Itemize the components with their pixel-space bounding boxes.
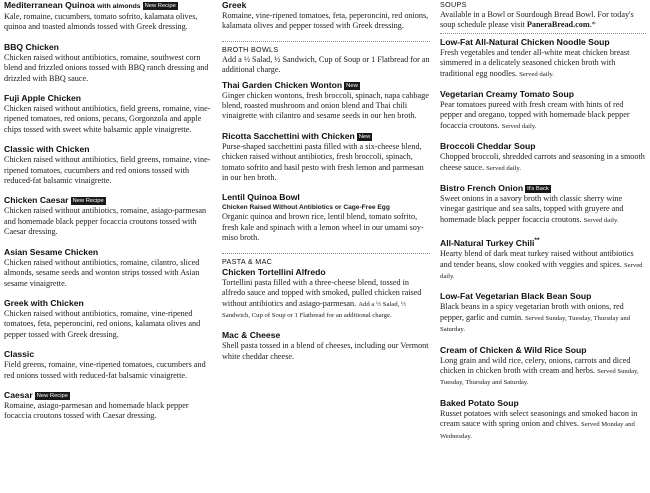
item-description: Long grain and wild rice, celery, onions, carrots and diced chicken in chicken broth with cream and herbs. <box>440 355 631 375</box>
soups-column <box>440 0 646 451</box>
item-name: Low-Fat All-Natural Chicken Noodle Soup <box>440 36 610 47</box>
item-description: Ginger chicken wontons, fresh broccoli, spinach, napa cabbage blend, roasted mushroom and onion blend and Thai chili vinaigrette with cilantro and sesame seeds in our hen broth. <box>222 90 429 121</box>
menu-item <box>222 131 430 184</box>
item-description: Chopped broccoli, shredded carrots and seasoning in a smooth cheese sauce. <box>440 152 645 172</box>
item-name: Mediterranean Quinoa <box>4 0 95 10</box>
item-name: Cream of Chicken & Wild Rice Soup <box>440 344 587 355</box>
item-name: Classic with Chicken <box>4 144 90 155</box>
item-name: Classic <box>4 349 35 360</box>
menu-item <box>222 330 430 362</box>
item-name-suffix: with almonds <box>97 3 141 10</box>
item-description: Field greens, romaine, vine-ripened tomatoes, cucumbers and red onions tossed with reduced-fat balsamic vinaigrette. <box>4 360 206 380</box>
item-description: Romaine, asiago-parmesan and homemade black pepper focaccia croutons tossed with Caesar dressing. <box>4 400 189 421</box>
menu-item <box>4 298 214 340</box>
item-description: Shell pasta tossed in a blend of cheeses, including our Vermont white cheddar cheese. <box>222 341 429 361</box>
item-note: Served Sunday, Tuesday, Thursday and Saturday. <box>440 314 631 334</box>
item-name: All-Natural Turkey Chili <box>440 238 535 249</box>
menu-item <box>4 0 214 33</box>
menu-item <box>440 183 646 226</box>
item-note: Served daily. <box>486 164 521 172</box>
item-name: Lentil Quinoa Bowl <box>222 192 300 203</box>
section-divider <box>222 41 430 42</box>
menu-item <box>440 89 646 132</box>
new-badge: New <box>346 82 358 89</box>
item-name: Greek with Chicken <box>4 297 84 308</box>
item-description: Sweet onions in a savory broth with classic sherry wine vinegar gastrique and sea salts, topped with gruyere and homemade black pepper focaccia croutons. <box>440 194 624 224</box>
item-note: Served daily. <box>583 216 619 224</box>
item-name: Asian Sesame Chicken <box>4 246 99 257</box>
item-note: Served daily. <box>440 261 643 280</box>
item-description: Kale, romaine, cucumbers, tomato sofrito, kalamata olives, quinoa and toasted almonds tossed with Greek dressing. <box>4 12 198 32</box>
new-recipe-badge: New Recipe <box>36 392 68 399</box>
item-name: Baked Potato Soup <box>440 397 519 408</box>
item-note: Served Monday and Wednesday. <box>440 421 635 440</box>
menu-item <box>440 398 646 442</box>
menu-item <box>4 195 214 237</box>
item-description: Chicken raised without antibiotics, romaine, cilantro, sliced almonds, sesame seeds and wonton strips tossed with Asian sesame vinaigrette. <box>4 257 200 288</box>
menu-item <box>4 93 214 135</box>
item-name: Ricotta Sacchettini with Chicken <box>222 130 355 141</box>
item-name: Thai Garden Chicken Wonton <box>222 79 343 90</box>
soups-header: SOUPS <box>440 0 467 9</box>
section-divider <box>222 253 430 254</box>
item-name: Chicken Caesar <box>4 195 69 206</box>
item-description: Chicken raised without antibiotics, field greens, romaine, vine-ripened tomatoes, cucumbers and red onions tossed with reduced-fat balsamic vinaigrette. <box>4 155 211 186</box>
footnote-marker: ** <box>534 237 540 245</box>
broth-pasta-column <box>222 0 430 371</box>
item-description: Pear tomatoes pureed with fresh cream with hints of red pepper and oregano, topped with homemade black pepper focaccia croutons. <box>440 100 630 130</box>
item-description: Organic quinoa and brown rice, lentil blend, tomato sofrito, fresh kale and spinach with a lemon wheel in our umami soy-miso broth. <box>222 212 424 243</box>
menu-item <box>222 0 430 32</box>
menu-item <box>4 247 214 289</box>
menu-item <box>222 267 430 322</box>
item-description: Purse-shaped sacchettini pasta filled with a six-cheese blend, chicken raised without antibiotics, fresh broccoli, spinach, tomato sofrito and basil pesto with fresh lemon and parmesan in our hen broth. <box>222 141 424 183</box>
menu-item <box>4 349 214 381</box>
broth-bowls-note: Add a ½ Salad, ½ Sandwich, Cup of Soup or 1 Flatbread for an additional charge. <box>222 54 430 75</box>
new-recipe-badge: New Recipe <box>72 198 104 205</box>
item-name: Broccoli Cheddar Soup <box>440 141 536 152</box>
item-name: Greek <box>222 0 247 10</box>
menu-item <box>440 37 646 80</box>
menu-item <box>440 141 646 174</box>
item-note: Served daily. <box>501 122 537 130</box>
item-description: Chicken raised without antibiotics, field greens, romaine, vine-ripened tomatoes, red onions, pecans, Gorgonzola and apple chips tossed with sweet white balsamic apple vinaigrette. <box>4 104 211 134</box>
item-name: Fuji Apple Chicken <box>4 93 82 104</box>
new-badge: New <box>358 133 371 140</box>
soups-intro: Available in a Bowl or Sourdough Bread Bowl. For today's soup schedule please visit PaneraBread.com.* <box>440 10 634 30</box>
item-description: Chicken raised without antibiotics, romaine, southwest corn blend and frizzled onions tossed with BBQ ranch dressing and drizzled with BBQ sauce. <box>4 52 209 83</box>
menu-item <box>4 144 214 186</box>
section-divider <box>440 33 646 34</box>
item-description: Black beans in a spicy vegetarian broth with onions, red pepper, garlic and cumin. <box>440 302 624 322</box>
item-description: Tortellini pasta filled with a three-cheese blend, tossed in alfredo sauce and topped with smoked, pulled chicken raised without antibiotics and asiago-parmesan. <box>222 277 422 308</box>
item-name: BBQ Chicken <box>4 41 59 52</box>
item-name: Chicken Tortellini Alfredo <box>222 266 326 277</box>
item-description: Romaine, vine-ripened tomatoes, feta, peperoncini, red onions, kalamata olives and pepper tossed with Greek dressing. <box>222 11 429 31</box>
menu-item <box>4 390 214 422</box>
item-description: Russet potatoes with select seasonings and smoked bacon in cream sauce with spring onion and chives. <box>440 408 638 429</box>
broth-bowls-header: BROTH BOWLS <box>222 44 279 54</box>
item-note: Served Sunday, Tuesday, Thursday and Saturday. <box>440 367 639 387</box>
item-note: Served daily. <box>519 70 554 78</box>
menu-item <box>440 291 646 335</box>
item-description: Fresh vegetables and tender all-white meat chicken breast simmered in a delicately seasoned chicken broth with traditional egg noodles. <box>440 47 630 78</box>
item-description: Chicken raised without antibiotics, romaine, vine-ripened tomatoes, feta, peperoncini, red onions, kalamata olives and pepper tossed with Greek dressing. <box>4 308 201 339</box>
item-description: Hearty blend of dark meat turkey raised without antibiotics and tender beans, slow cooked with veggies and spices. <box>440 249 634 269</box>
menu-item <box>4 42 214 84</box>
menu-item <box>222 80 430 122</box>
menu-item <box>440 345 646 389</box>
item-description: Chicken raised without antibiotics, romaine, asiago-parmesan and homemade black pepper focaccia croutons tossed with Caesar dressing. <box>4 206 207 237</box>
menu-item <box>222 192 430 243</box>
item-name: Low-Fat Vegetarian Black Bean Soup <box>440 291 592 302</box>
new-recipe-badge: New Recipe <box>144 3 176 9</box>
item-name: Caesar <box>4 389 33 400</box>
item-name: Bistro French Onion <box>440 183 524 194</box>
item-note: Add a ½ Salad, ½ Sandwich, Cup of Soup or 1 Flatbread for an additional charge. <box>222 300 406 319</box>
menu-item <box>440 235 646 282</box>
item-name: Mac & Cheese <box>222 330 281 341</box>
pasta-mac-header: PASTA & MAC <box>222 256 273 266</box>
website-link[interactable]: PaneraBread.com <box>526 20 590 30</box>
salads-column <box>4 0 214 431</box>
item-name: Vegetarian Creamy Tomato Soup <box>440 89 575 100</box>
item-subnote: Chicken Raised Without Antibiotics or Cage-Free Egg <box>222 204 390 212</box>
its-back-badge: It's Back <box>527 186 549 193</box>
